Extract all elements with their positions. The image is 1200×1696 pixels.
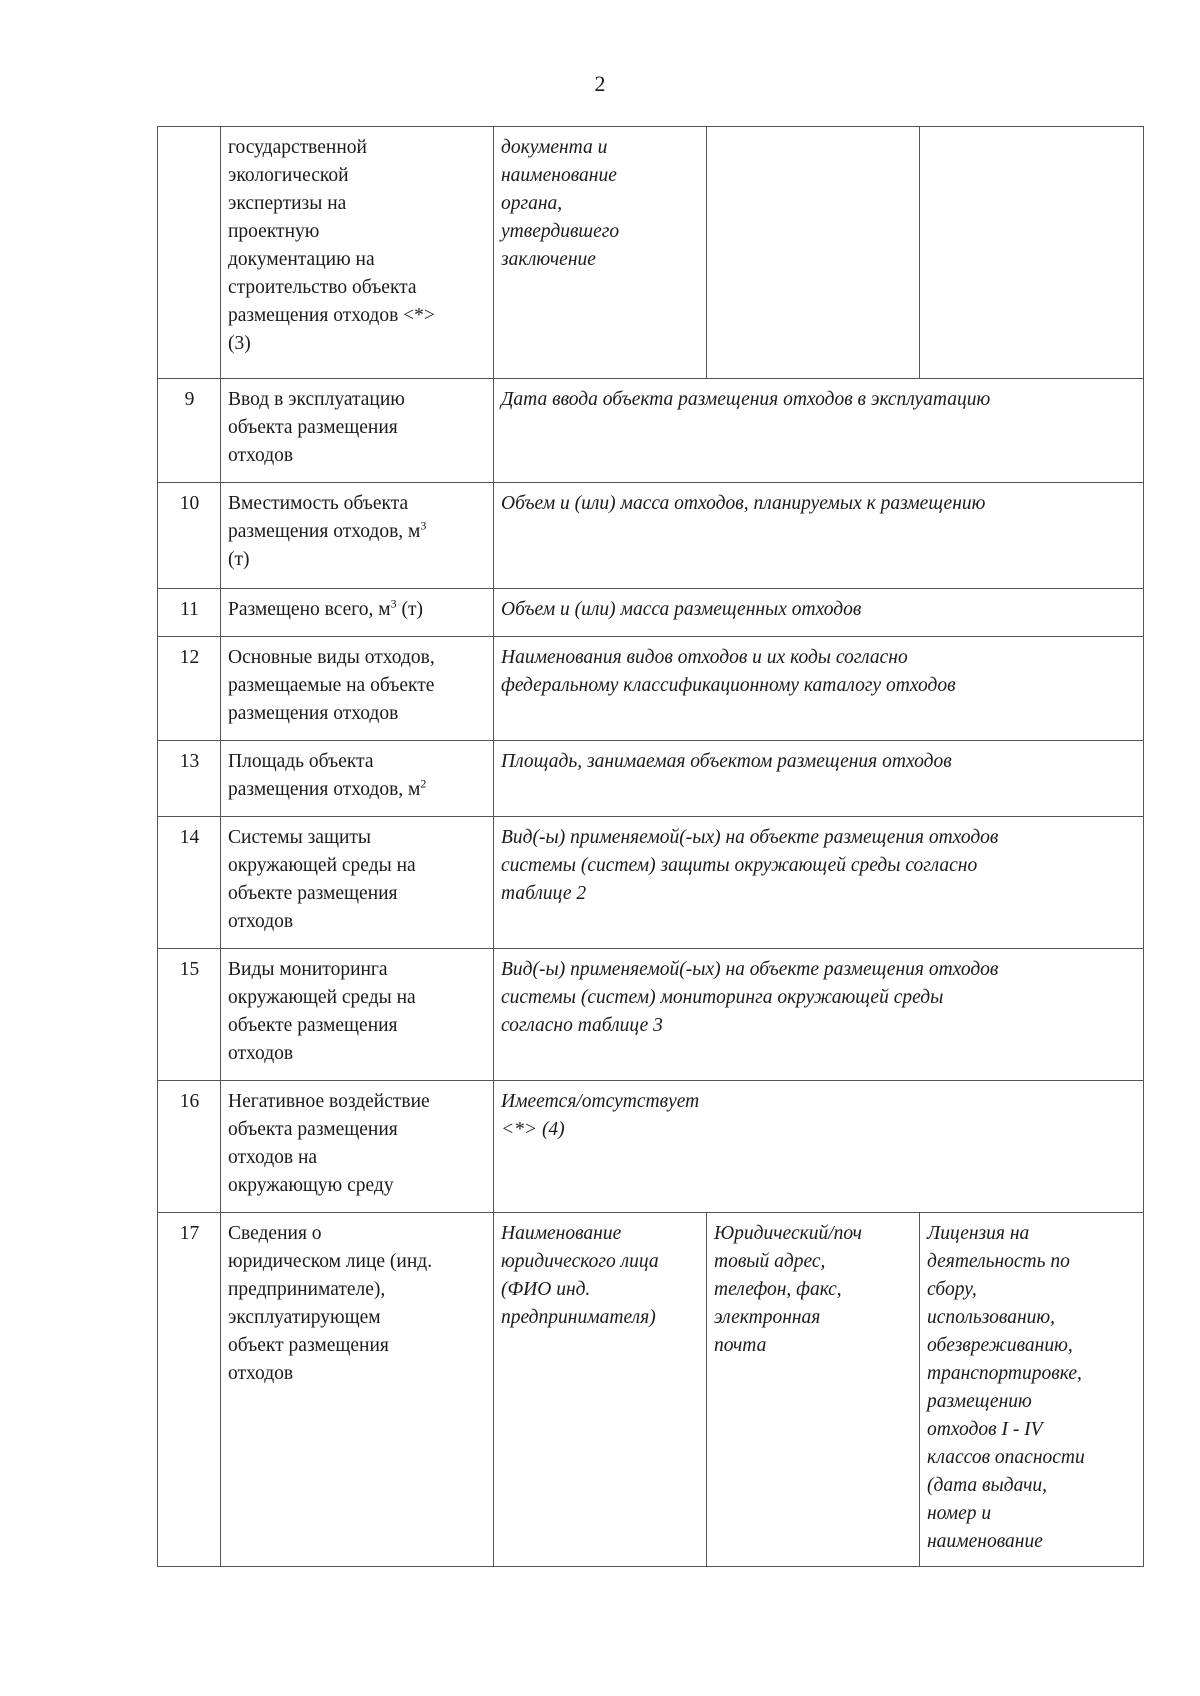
row-desc-cell: Наименования видов отходов и их коды согласно федеральному классификационному каталогу отходов — [494, 637, 1144, 741]
row-number-cell: 16 — [158, 1081, 221, 1213]
row-number-cell — [158, 127, 221, 379]
row-number-cell: 15 — [158, 949, 221, 1081]
waste-facility-table — [157, 126, 1144, 1567]
table-row-17 — [158, 1213, 1144, 1567]
row-number-cell: 12 — [158, 637, 221, 741]
row-number-cell: 13 — [158, 741, 221, 817]
row-number-cell: 14 — [158, 817, 221, 949]
entity-name-cell: Наименование юридического лица (ФИО инд. предпринимателя) — [494, 1213, 707, 1567]
table-row-13 — [158, 741, 1144, 817]
page-number: 2 — [594, 71, 606, 96]
row-number-cell: 9 — [158, 379, 221, 483]
row-label-cell: Вместимость объекта размещения отходов, $м^3$ (т) — [221, 483, 494, 589]
row-number-cell: 11 — [158, 589, 221, 637]
table-row-12 — [158, 637, 1144, 741]
entity-license-cell: Лицензия на деятельность по сбору, использованию, обезвреживанию, транспортировке, размещению отходов I - IV классов опасности (дата выдачи, номер и наименование — [920, 1213, 1144, 1567]
row-label-cell: государственной экологической экспертизы на проектную документацию на строительство объекта размещения отходов <*> (3) — [221, 127, 494, 379]
table-row-15 — [158, 949, 1144, 1081]
table-row-10 — [158, 483, 1144, 589]
empty-cell — [920, 127, 1144, 379]
row-label-cell: Площадь объекта размещения отходов, $м^2$ — [221, 741, 494, 817]
row-label-cell: Основные виды отходов, размещаемые на объекте размещения отходов — [221, 637, 494, 741]
table-row-14 — [158, 817, 1144, 949]
row-label-cell: Виды мониторинга окружающей среды на объекте размещения отходов — [221, 949, 494, 1081]
row-desc-cell: Вид(-ы) применяемой(-ых) на объекте размещения отходов системы (систем) мониторинга окружающей среды согласно таблице 3 — [494, 949, 1144, 1081]
row-label-cell: Ввод в эксплуатацию объекта размещения отходов — [221, 379, 494, 483]
empty-cell — [707, 127, 920, 379]
row-label-cell: Размещено всего, $м^3$ (т) — [221, 589, 494, 637]
row-desc-cell: Дата ввода объекта размещения отходов в эксплуатацию — [494, 379, 1144, 483]
row-label-cell: Сведения о юридическом лице (инд. предпринимателе), эксплуатирующем объект размещения отходов — [221, 1213, 494, 1567]
row-label-cell: Системы защиты окружающей среды на объекте размещения отходов — [221, 817, 494, 949]
row-number-cell: 10 — [158, 483, 221, 589]
row-number-cell: 17 — [158, 1213, 221, 1567]
row-label-cell: Негативное воздействие объекта размещения отходов на окружающую среду — [221, 1081, 494, 1213]
entity-address-cell: Юридический/поч товый адрес, телефон, факс, электронная почта — [707, 1213, 920, 1567]
table-row-9 — [158, 379, 1144, 483]
row-desc-cell: Объем и (или) масса размещенных отходов — [494, 589, 1144, 637]
table-row-continued — [158, 127, 1144, 379]
row-desc-cell: Вид(-ы) применяемой(-ых) на объекте размещения отходов системы (систем) защиты окружающей среды согласно таблице 2 — [494, 817, 1144, 949]
table-row-16 — [158, 1081, 1144, 1213]
table-row-11 — [158, 589, 1144, 637]
row-desc-cell: Имеется/отсутствует <*> (4) — [494, 1081, 1144, 1213]
row-desc-cell: документа и наименование органа, утвердившего заключение — [494, 127, 707, 379]
row-desc-cell: Объем и (или) масса отходов, планируемых к размещению — [494, 483, 1144, 589]
row-desc-cell: Площадь, занимаемая объектом размещения отходов — [494, 741, 1144, 817]
